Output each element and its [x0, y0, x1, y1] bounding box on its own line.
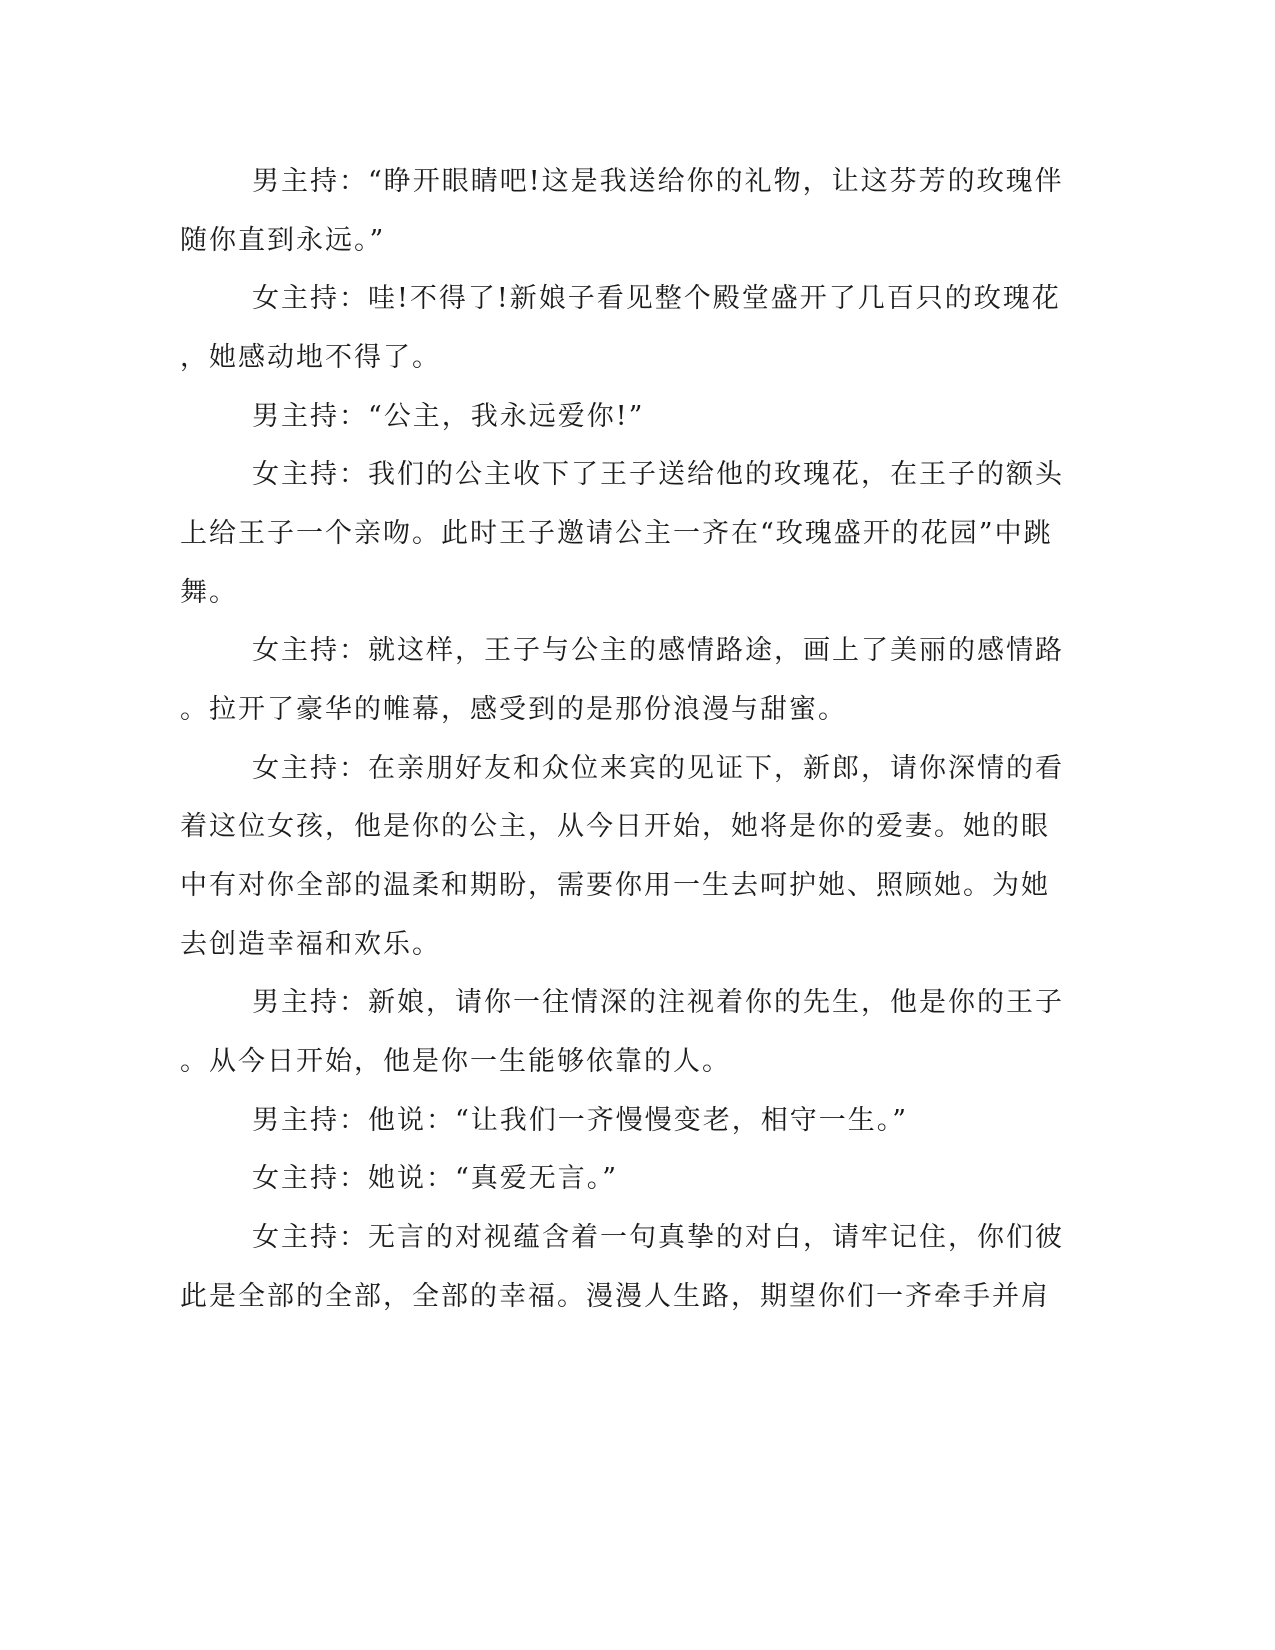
- text-line: 着这位女孩，他是你的公主，从今日开始，她将是你的爱妻。她的眼: [180, 811, 1050, 842]
- text-line: 。从今日开始，他是你一生能够依靠的人。: [180, 1046, 731, 1077]
- text-line: 女主持：哇!不得了!新娘子看见整个殿堂盛开了几百只的玫瑰花: [252, 283, 1061, 314]
- text-line: ，她感动地不得了。: [180, 342, 441, 373]
- text-line: 。拉开了豪华的帷幕，感受到的是那份浪漫与甜蜜。: [180, 694, 847, 725]
- text-line: 此是全部的全部，全部的幸福。漫漫人生路，期望你们一齐牵手并肩: [180, 1281, 1050, 1312]
- text-line: 中有对你全部的温柔和期盼，需要你用一生去呵护她、照顾她。为她: [180, 870, 1050, 901]
- text-line: 女主持：我们的公主收下了王子送给他的玫瑰花，在王子的额头: [252, 459, 1064, 490]
- text-line: 男主持：“睁开眼睛吧!这是我送给你的礼物，让这芬芳的玫瑰伴: [252, 166, 1064, 197]
- text-line: 去创造幸福和欢乐。: [180, 929, 441, 960]
- text-line: 男主持：“公主，我永远爱你!”: [252, 401, 645, 432]
- text-line: 女主持：就这样，王子与公主的感情路途，画上了美丽的感情路: [252, 635, 1064, 666]
- text-line: 女主持：在亲朋好友和众位来宾的见证下，新郎，请你深情的看: [252, 753, 1064, 784]
- text-line: 舞。: [180, 577, 238, 608]
- text-line: 女主持：她说：“真爱无言。”: [252, 1163, 619, 1194]
- text-line: 随你直到永远。”: [180, 225, 386, 256]
- text-line: 女主持：无言的对视蕴含着一句真挚的对白，请牢记住，你们彼: [252, 1222, 1064, 1253]
- text-line: 男主持：他说：“让我们一齐慢慢变老，相守一生。”: [252, 1105, 909, 1136]
- text-line: 男主持：新娘，请你一往情深的注视着你的先生，他是你的王子: [252, 987, 1064, 1018]
- text-line: 上给王子一个亲吻。此时王子邀请公主一齐在“玫瑰盛开的花园”中跳: [180, 518, 1053, 549]
